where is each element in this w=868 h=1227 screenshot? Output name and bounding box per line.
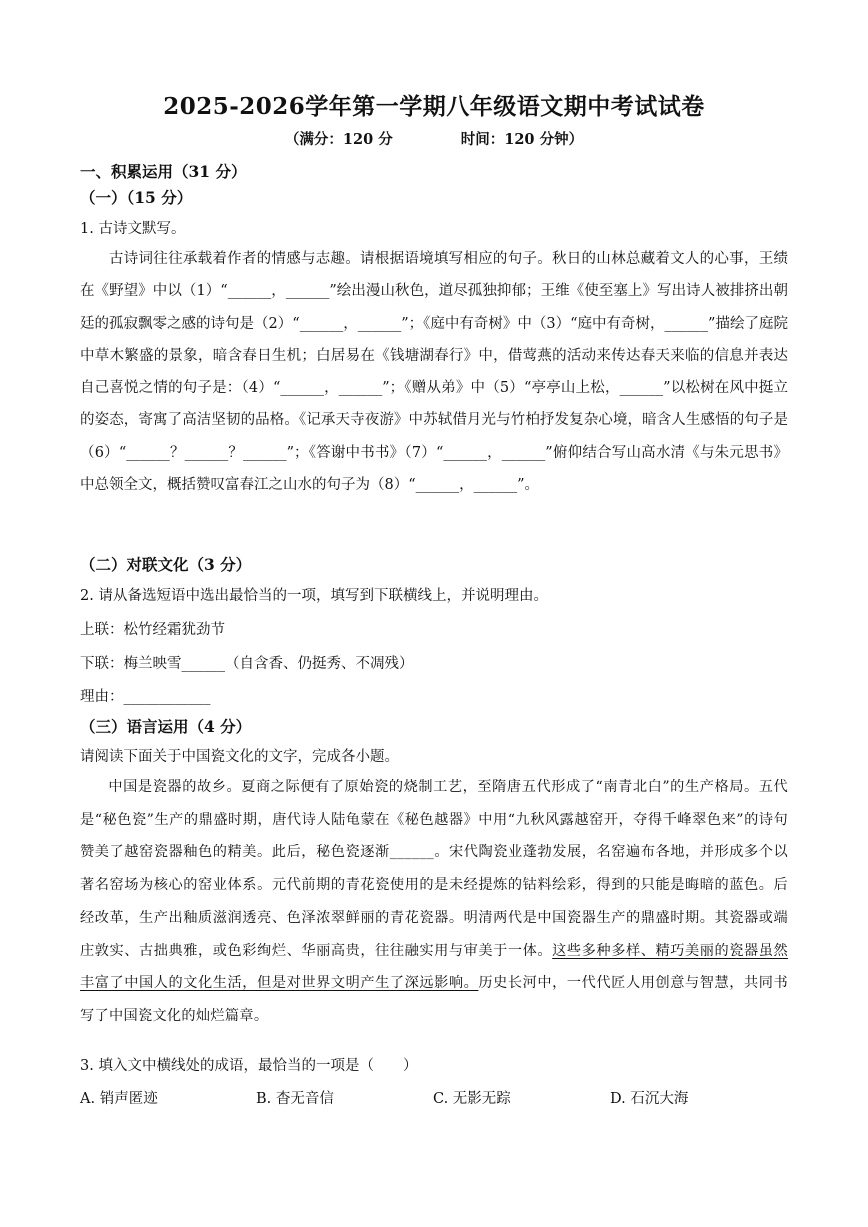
section-1-heading: 一、积累运用（31 分） [80, 162, 247, 181]
option-a[interactable]: A. 销声匿迹 [80, 1091, 158, 1107]
part-1-heading: （一）（15 分） [80, 188, 193, 207]
reason-line: 理由：____________ [80, 689, 211, 705]
passage-text-before: 中国是瓷器的故乡。夏商之际便有了原始瓷的烧制工艺，至隋唐五代形成了“南青北白”的生产格局。五代是“秘色瓷”生产的鼎盛时期，唐代诗人陆龟蒙在《秘色越器》中用“九秋风露越窑开，夺得千峰翠色来”的诗句赞美了越窑瓷器釉色的精美。此后，秘色瓷逐渐______。宋代陶瓷业蓬勃发展，名窑遍布各地，并形成多个以著名窑场为核心的窑业体系。元代前期的青花瓷使用的是未经提炼的钴料绘彩，得到的只能是晦暗的蓝色。后经改革，生产出釉质滋润透亮、色泽浓翠鲜丽的青花瓷器。明清两代是中国瓷器生产的鼎盛时期。其瓷器或端庄敦实、古拙典雅，或色彩绚烂、华丽高贵，往往融实用与审美于一体。 [80, 779, 788, 959]
option-c[interactable]: C. 无影无踪 [433, 1091, 511, 1107]
part-2-heading: （二）对联文化（3 分） [80, 555, 252, 574]
question-3-label: 3. 填入文中横线处的成语，最恰当的一项是（ ） [80, 1058, 418, 1074]
passage-text-after: 历史长河中，一代代匠人用创意与智慧，共同书写了中国瓷文化的灿烂篇章。 [80, 975, 788, 1024]
porcelain-passage [80, 771, 788, 1033]
couplet-upper: 上联：松竹经霜犹劲节 [80, 622, 225, 638]
question-2-label: 2. 请从备选短语中选出最恰当的一项，填写到下联横线上，并说明理由。 [80, 588, 548, 604]
passage-underlined-sentence: 这些多种多样、精巧美丽的瓷器虽然丰富了中国人的文化生活，但是对世界文明产生了深远影响。 [80, 942, 788, 992]
couplet-lower: 下联：梅兰映雪______（自含香、仍挺秀、不凋残） [80, 656, 414, 672]
option-b[interactable]: B. 杳无音信 [256, 1091, 334, 1107]
full-score: （满分：120 分 [284, 131, 393, 148]
part-3-intro: 请阅读下面关于中国瓷文化的文字，完成各小题。 [80, 749, 399, 765]
exam-time: 时间：120 分钟） [460, 131, 584, 148]
question-1-passage: 古诗词往往承载着作者的情感与志趣。请根据语境填写相应的句子。秋日的山林总藏着文人的心事，王绩在《野望》中以（1）“______，______”绘出漫山秋色，道尽孤独抑郁；王维《使至塞上》写出诗人被排挤出朝廷的孤寂飘零之感的诗句是（2）“______，______”；《庭中有奇树》中（3）“庭中有奇树，______”描绘了庭院中草木繁盛的景象，暗含春日生机；白居易在《钱塘湖春行》中，借莺燕的活动来传达春天来临的信息并表达自己喜悦之情的句子是：（4）“______，______”；《赠从弟》中（5）“亭亭山上松，______”以松树在风中挺立的姿态，寄寓了高洁坚韧的品格。《记承天寺夜游》中苏轼借月光与竹柏抒发复杂心境，暗含人生感悟的句子是（6）“______？______？______”；《答谢中书书》（7）“______，______”俯仰结合写山高水清《与朱元思书》中总领全文，概括赞叹富春江之山水的句子为（8）“______，______”。 [80, 251, 788, 494]
exam-title: 2025-2026学年第一学期八年级语文期中考试试卷 [163, 93, 705, 120]
part-3-heading: （三）语言运用（4 分） [80, 717, 252, 736]
option-d[interactable]: D. 石沉大海 [610, 1091, 689, 1107]
question-1-label: 1. 古诗文默写。 [80, 221, 186, 237]
exam-meta [0, 128, 868, 149]
